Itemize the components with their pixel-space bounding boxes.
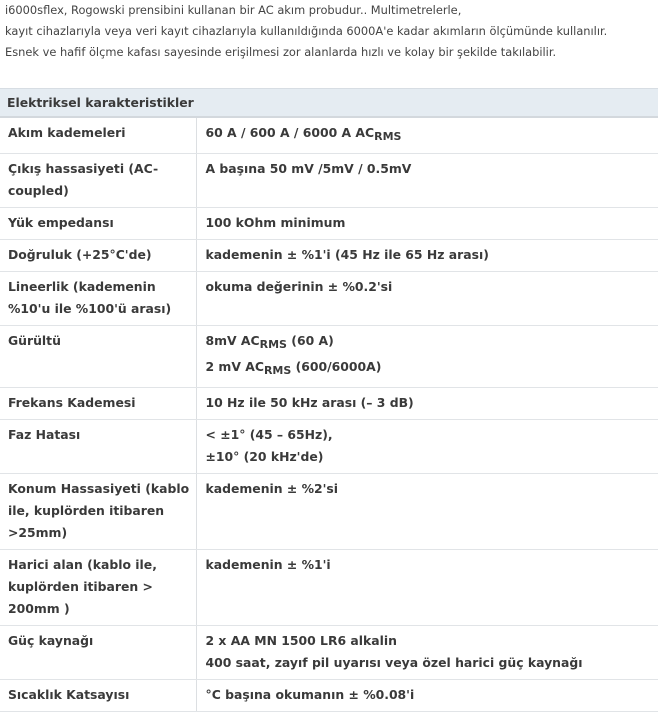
spec-label-line: Konum Hassasiyeti (kablo xyxy=(8,481,190,496)
spec-value xyxy=(196,388,658,420)
spec-label xyxy=(0,326,196,388)
table-row xyxy=(0,208,658,240)
spec-label-line: Sıcaklık Katsayısı xyxy=(8,687,130,702)
spec-value-line: ±10° (20 kHz'de) xyxy=(205,449,324,464)
spec-label xyxy=(0,117,196,154)
spec-label-line: 200mm ) xyxy=(8,601,70,616)
spec-value xyxy=(196,420,658,474)
spec-label-line: coupled) xyxy=(8,183,69,198)
spec-label-line: Frekans Kademesi xyxy=(8,395,136,410)
spec-label-line: Çıkış hassasiyeti (AC- xyxy=(8,161,159,176)
rms-subscript: RMS xyxy=(259,338,287,351)
spec-label-line: Yük empedansı xyxy=(8,215,114,230)
spec-value-line: 60 A / 600 A / 6000 A ACRMS xyxy=(205,125,402,143)
table-row xyxy=(0,420,658,474)
spec-label-line: Harici alan (kablo ile, xyxy=(8,557,157,572)
spec-value-line: kademenin ± %1'i xyxy=(205,557,331,572)
spec-value xyxy=(196,680,658,712)
spec-value-line: 2 mV ACRMS (600/6000A) xyxy=(205,359,382,377)
spec-label-line: Doğruluk (+25°C'de) xyxy=(8,247,152,262)
rms-subscript: RMS xyxy=(374,130,402,143)
spec-value-line: < ±1° (45 – 65Hz), xyxy=(205,427,333,442)
spec-label xyxy=(0,388,196,420)
spec-label-line: Güç kaynağı xyxy=(8,633,94,648)
electrical-specs-table xyxy=(0,88,658,712)
table-row xyxy=(0,626,658,680)
rms-subscript: RMS xyxy=(263,364,292,377)
table-header: Elektriksel karakteristikler xyxy=(0,89,658,118)
intro-line: Esnek ve hafif ölçme kafası sayesinde erişilmesi zor alanlarda hızlı ve kolay bir şekilde takılabilir. xyxy=(5,45,557,59)
table-row xyxy=(0,272,658,326)
spec-label xyxy=(0,474,196,550)
spec-label-line: Lineerlik (kademenin xyxy=(8,279,156,294)
spec-label xyxy=(0,550,196,626)
table-row xyxy=(0,117,658,154)
spec-label-line: ile, kuplörden itibaren xyxy=(8,503,165,518)
spec-value-line: 100 kOhm minimum xyxy=(205,215,346,230)
spec-label xyxy=(0,208,196,240)
spec-label-line: Akım kademeleri xyxy=(8,125,126,140)
table-row xyxy=(0,154,658,208)
spec-label-line: kuplörden itibaren > xyxy=(8,579,153,594)
spec-value-line: A başına 50 mV /5mV / 0.5mV xyxy=(205,161,412,176)
spec-value xyxy=(196,208,658,240)
spec-label-line: Faz Hatası xyxy=(8,427,81,442)
spec-value-line: 400 saat, zayıf pil uyarısı veya özel harici güç kaynağı xyxy=(205,655,583,670)
spec-value xyxy=(196,626,658,680)
table-row xyxy=(0,240,658,272)
intro-line: i6000sflex, Rogowski prensibini kullanan bir AC akım probudur.. Multimetrelerle, xyxy=(5,3,462,17)
spec-value xyxy=(196,117,658,154)
spec-label xyxy=(0,154,196,208)
spec-value-line: 2 x AA MN 1500 LR6 alkalin xyxy=(205,633,397,648)
spec-label xyxy=(0,420,196,474)
spec-value-line: kademenin ± %1'i (45 Hz ile 65 Hz arası) xyxy=(205,247,489,262)
table-row xyxy=(0,550,658,626)
spec-value-line: 10 Hz ile 50 kHz arası (– 3 dB) xyxy=(205,395,414,410)
table-row xyxy=(0,680,658,712)
table-header-row xyxy=(0,89,658,118)
spec-value xyxy=(196,550,658,626)
spec-value xyxy=(196,154,658,208)
spec-value xyxy=(196,272,658,326)
spec-value xyxy=(196,474,658,550)
intro-paragraph xyxy=(5,0,657,63)
table-row xyxy=(0,326,658,388)
table-body xyxy=(0,117,658,712)
table-row xyxy=(0,388,658,420)
table-row xyxy=(0,474,658,550)
spec-value xyxy=(196,240,658,272)
spec-label xyxy=(0,272,196,326)
spec-label-line: Gürültü xyxy=(8,333,61,348)
spec-label-line: >25mm) xyxy=(8,525,68,540)
spec-value-line: °C başına okumanın ± %0.08'i xyxy=(205,687,415,702)
intro-line: kayıt cihazlarıyla veya veri kayıt cihazlarıyla kullanıldığında 6000A'e kadar akımların ölçümünde kullanılır. xyxy=(5,24,608,38)
spec-label xyxy=(0,680,196,712)
spec-value-line: okuma değerinin ± %0.2'si xyxy=(205,279,393,294)
spec-label xyxy=(0,240,196,272)
spec-value-line: 8mV ACRMS (60 A) xyxy=(205,333,334,351)
spec-label xyxy=(0,626,196,680)
spec-value xyxy=(196,326,658,388)
spec-value-line: kademenin ± %2'si xyxy=(205,481,339,496)
spec-label-line: %10'u ile %100'ü arası) xyxy=(8,301,172,316)
